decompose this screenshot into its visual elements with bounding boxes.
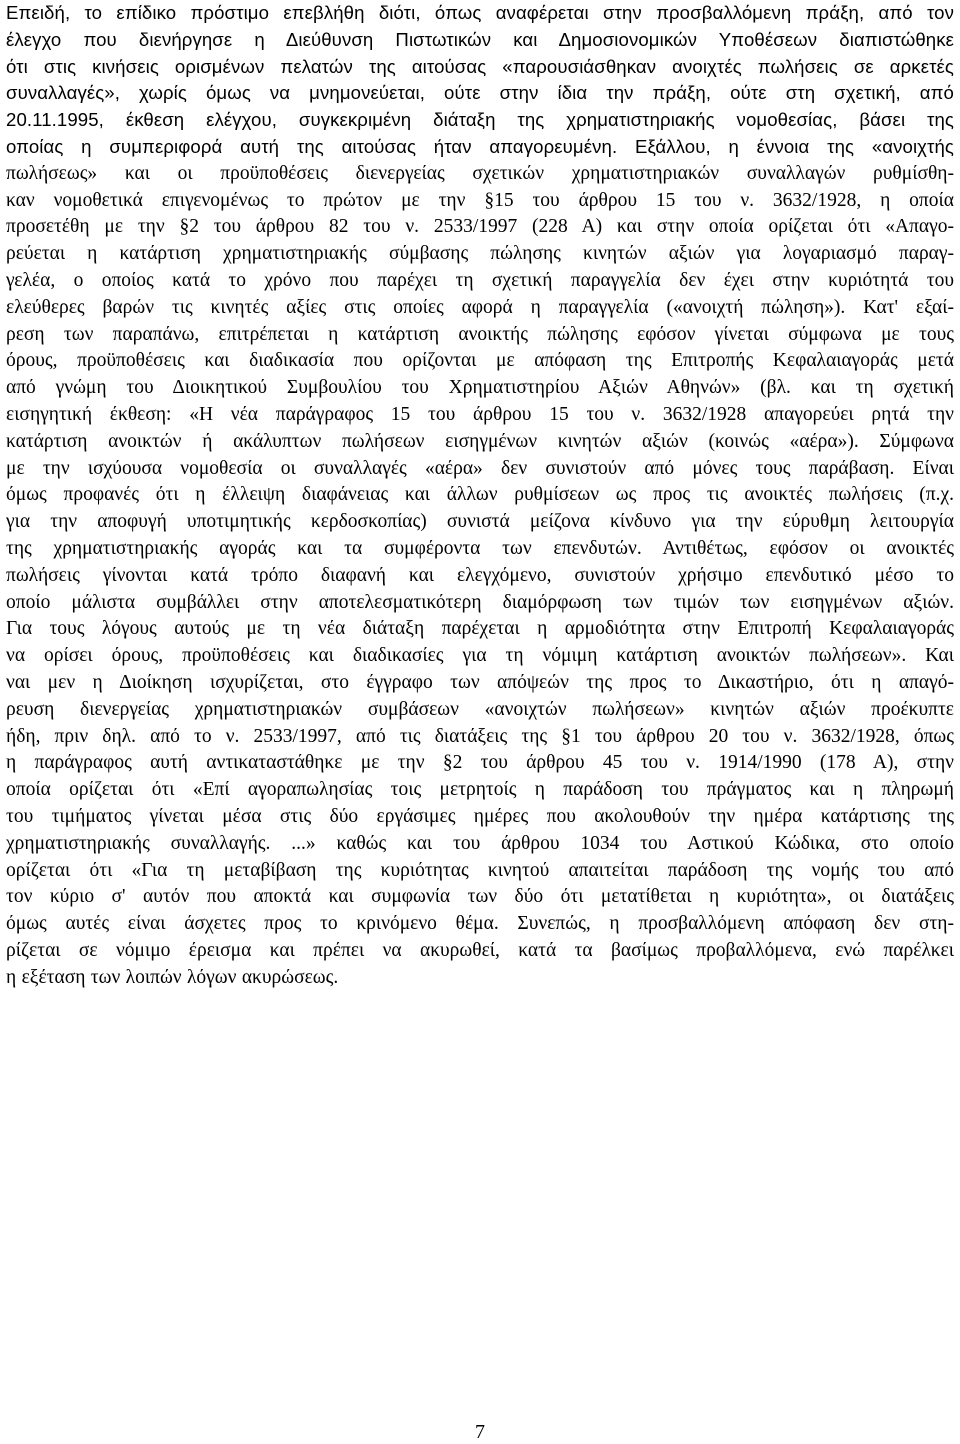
text-line: οποίας η συμπεριφορά αυτή της αιτούσας ήταν απαγορευμένη. Εξάλλου, η έννοια της «ανοιχτής (6, 135, 954, 157)
text-line: γελέα, ο οποίος κατά το χρόνο που παρέχει τη σχετική παραγγελία δεν έχει στην κυριότητά του (6, 269, 954, 291)
text-line: του τιμήματος γίνεται μέσα στις δύο εργάσιμες ημέρες που ακολουθούν την ημέρα κατάρτισης της (6, 805, 954, 827)
text-line: με την ισχύουσα νομοθεσία οι συναλλαγές «αέρα» δεν συνιστούν από μόνες τους παράβαση. Είναι (6, 457, 954, 479)
text-line: οποίο μάλιστα συμβάλλει στην αποτελεσματικότερη διαμόρφωση των τιμών των εισηγμένων αξιών. (6, 591, 954, 613)
text-line: οποία ορίζεται ότι «Επί αγοραπωλησίας τοις μετρητοίς η παράδοση του πράγματος και η πληρωμή (6, 779, 954, 801)
text-line: ορίζεται ότι «Για τη μεταβίβαση της κυριότητας κινητού απαιτείται παράδοση της νομής του από (6, 859, 954, 881)
text-line: ήδη, πριν δηλ. από το ν. 2533/1997, από τις διατάξεις της §1 του άρθρου 20 του ν. 3632/1928, όπως (6, 725, 954, 747)
text-line: για την αποφυγή υποτιμητικής κερδοσκοπίας) συνιστά μείζονα κίνδυνο για την εύρυθμη λειτουργία (6, 511, 954, 533)
text-line: πωλήσεις γίνονται κατά τρόπο διαφανή και ελεγχόμενο, συνιστούν χρήσιμο επενδυτικό μέσο το (6, 564, 954, 586)
text-line: Επειδή, το επίδικο πρόστιμο επεβλήθη διότι, όπως αναφέρεται στην προσβαλλόμενη πράξη, από τον (6, 2, 954, 23)
text-line: ρίζεται σε νόμιμο έρεισμα και πρέπει να ακυρωθεί, κατά τα βασίμως προβαλλόμενα, ενώ παρέλκει (6, 939, 954, 961)
text-line: ρεση των παραπάνω, επιτρέπεται η κατάρτιση ανοικτής πώλησης εφόσον γίνεται σύμφωνα με τους (6, 323, 954, 345)
text-line: να ορίσει όρους, προϋποθέσεις και διαδικασίες για τη νόμιμη κατάρτιση ανοικτών πωλήσεων». Και (6, 645, 954, 667)
text-line: κατάρτιση ανοικτών ή ακάλυπτων πωλήσεων εισηγμένων κινητών αξιών (κοινώς «αέρα»). Σύμφωνα (6, 430, 954, 452)
text-line: πωλήσεως» και οι προϋποθέσεις διενεργείας σχετικών χρηματιστηριακών συναλλαγών ρυθμίσθη- (6, 162, 954, 184)
text-line: ρευση διενεργείας χρηματιστηριακών συμβάσεων «ανοιχτών πωλήσεων» κινητών αξιών προέκυπτε (6, 698, 954, 720)
text-line: καν νομοθετικά επιγενομένως το πρώτον με την §15 του άρθρου 15 του ν. 3632/1928, η οποία (6, 189, 954, 211)
text-line: προσετέθη με την §2 του άρθρου 82 του ν. 2533/1997 (228 Α) και στην οποία ορίζεται ότι «Απαγο- (6, 216, 954, 238)
text-line: τον κύριο σ' αυτόν που αποκτά και συμφωνία των δύο ότι μετατίθεται η κυριότητα», οι διατάξεις (6, 886, 954, 908)
text-line: χρηματιστηριακής συναλλαγής. ...» καθώς και του άρθρου 1034 του Αστικού Κώδικα, στο οποίο (6, 832, 954, 854)
text-line: η εξέταση των λοιπών λόγων ακυρώσεως. (6, 966, 339, 988)
text-line: έλεγχο που διενήργησε η Διεύθυνση Πιστωτικών και Δημοσιονομικών Υποθέσεων διαπιστώθηκε (6, 28, 954, 50)
text-line: της χρηματιστηριακής αγοράς και τα συμφέροντα των επενδυτών. Αντιθέτως, εφόσον οι ανοικτές (6, 537, 954, 559)
text-line: 20.11.1995, έκθεση ελέγχου, συγκεκριμένη διάταξη της χρηματιστηριακής νομοθεσίας, βάσει της (6, 109, 954, 131)
text-line: ελεύθερες βαρών τις κινητές αξίες στις οποίες αφορά η παραγγελία («ανοιχτή πώληση»). Κατ' εξαί- (6, 296, 954, 318)
text-line: ρεύεται η κατάρτιση χρηματιστηριακής σύμβασης πώλησης κινητών αξιών για λογαριασμό παραγ- (6, 243, 954, 265)
text-line: συναλλαγές», χωρίς όμως να μνημονεύεται, ούτε στην ίδια την πράξη, ούτε στη σχετική, από (6, 82, 954, 104)
text-line: Για τους λόγους αυτούς με τη νέα διάταξη παρέχεται η αρμοδιότητα στην Επιτροπή Κεφαλαιαγοράς (6, 618, 954, 640)
text-line: η παράγραφος αυτή αντικαταστάθηκε με την §2 του άρθρου 45 του ν. 1914/1990 (178 Α), στην (6, 752, 954, 774)
text-line: όρους, προϋποθέσεις και διαδικασία που ορίζονται με απόφαση της Επιτροπής Κεφαλαιαγοράς μετά (6, 350, 954, 372)
text-line: εισηγητική έκθεση: «Η νέα παράγραφος 15 του άρθρου 15 του ν. 3632/1928 απαγορεύει ρητά την (6, 403, 954, 425)
body-paragraph (6, 0, 954, 991)
text-line: όμως αυτές είναι άσχετες προς το κρινόμενο θέμα. Συνεπώς, η προσβαλλόμενη απόφαση δεν στη- (6, 913, 954, 935)
text-line: από γνώμη του Διοικητικού Συμβουλίου του Χρηματιστηρίου Αξιών Αθηνών» (βλ. και τη σχετική (6, 377, 954, 399)
page-number: 7 (475, 1421, 485, 1443)
text-line: όμως προφανές ότι η έλλειψη διαφάνειας και άλλων ρυθμίσεων ως προς τις ανοικτές πωλήσεις (π.χ. (6, 484, 954, 506)
text-line: ότι στις κινήσεις ορισμένων πελατών της αιτούσας «παρουσιάσθηκαν ανοιχτές πωλήσεις σε αρκετές (6, 55, 954, 77)
text-line: ναι μεν η Διοίκηση ισχυρίζεται, στο έγγραφο των απόψεών της προς το Δικαστήριο, ότι η απαγό- (6, 671, 954, 693)
